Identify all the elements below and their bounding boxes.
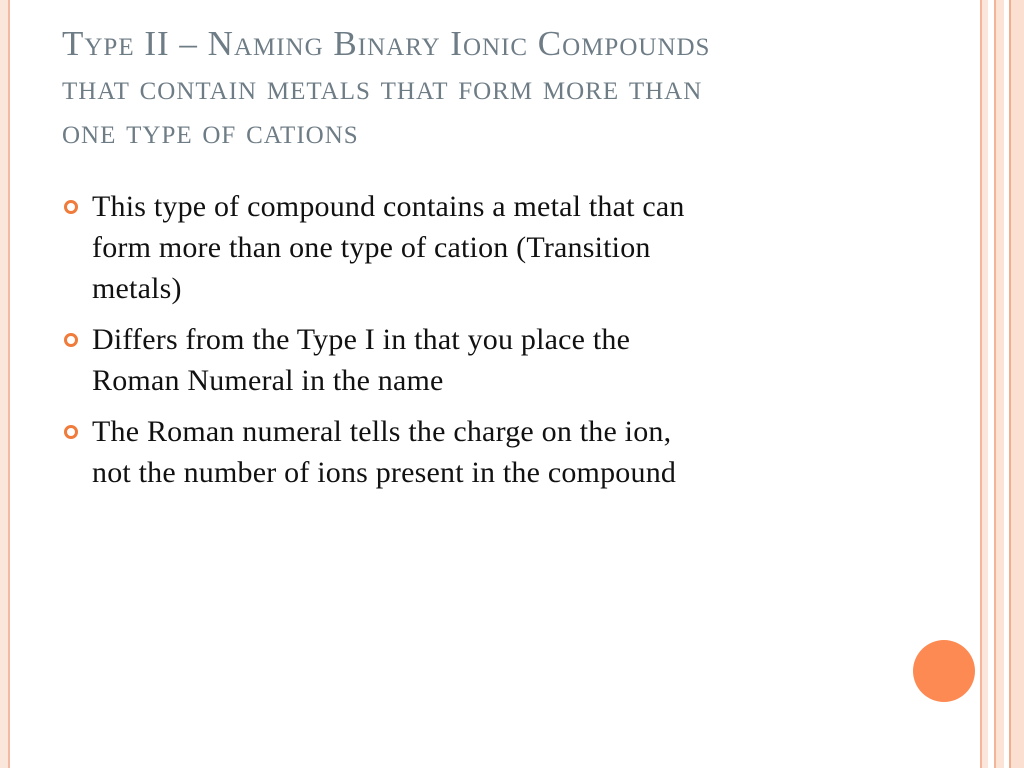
title-line: that contain metals that form more than <box>62 68 703 107</box>
bullet-list <box>62 186 882 503</box>
bullet-icon <box>64 333 78 347</box>
title-line: Type II – Naming Binary Ionic Compounds <box>62 24 711 63</box>
slide-title <box>62 22 962 154</box>
bullet-line: not the number of ions present in the compound <box>92 456 677 489</box>
bullet-text <box>92 411 882 493</box>
bullet-icon <box>64 425 78 439</box>
bullet-line: This type of compound contains a metal that can <box>92 190 685 223</box>
left-border-stripe <box>0 0 10 768</box>
bullet-line: The Roman numeral tells the charge on the ion, <box>92 415 672 448</box>
bullet-text <box>92 319 882 401</box>
bullet-icon <box>64 200 78 214</box>
stripe-1 <box>980 0 988 768</box>
stripe-3 <box>1009 0 1024 768</box>
stripe-2 <box>994 0 1004 768</box>
bullet-line: form more than one type of cation (Transition <box>92 231 651 264</box>
bullet-text <box>92 186 882 309</box>
bullet-item <box>62 411 882 493</box>
bullet-line: metals) <box>92 272 182 305</box>
decorative-circle <box>913 640 975 702</box>
bullet-item <box>62 319 882 401</box>
bullet-item <box>62 186 882 309</box>
right-decorative-stripes <box>980 0 1024 768</box>
title-line: one type of cations <box>62 112 359 151</box>
bullet-line: Roman Numeral in the name <box>92 364 444 397</box>
bullet-line: Differs from the Type I in that you place the <box>92 323 631 356</box>
